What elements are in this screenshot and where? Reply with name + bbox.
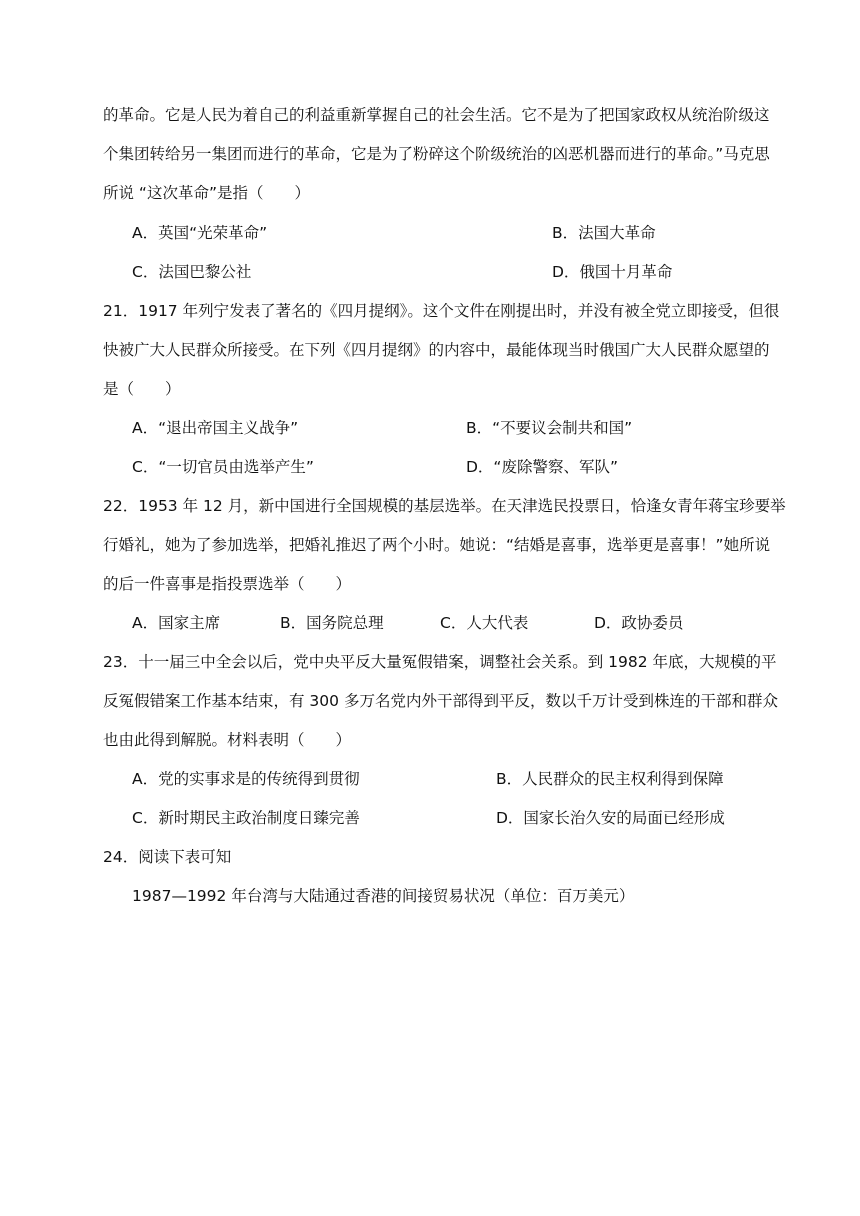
q23-line-3: 也由此得到解脱。材料表明（ ） (103, 731, 352, 749)
q20-option-b[interactable]: B．法国大革命 (552, 224, 656, 242)
q23-line-1: 23．十一届三中全会以后，党中央平反大量冤假错案，调整社会关系。到 1982 年底，大规模的平 (103, 653, 777, 671)
q20-option-c[interactable]: C．法国巴黎公社 (132, 263, 252, 281)
q24-table-caption: 1987—1992 年台湾与大陆通过香港的间接贸易状况（单位：百万美元） (132, 887, 635, 905)
q23-option-b[interactable]: B．人民群众的民主权利得到保障 (496, 770, 724, 788)
q24-stem: 24．阅读下表可知 (103, 848, 232, 866)
q20-line-2: 个集团转给另一集团而进行的革命，它是为了粉碎这个阶级统治的凶恶机器而进行的革命。”马克思 (103, 145, 770, 163)
q21-option-d[interactable]: D．“废除警察、军队” (466, 458, 618, 476)
q22-option-d[interactable]: D．政协委员 (594, 614, 684, 632)
q21-line-2: 快被广大人民群众所接受。在下列《四月提纲》的内容中，最能体现当时俄国广大人民群众愿望的 (103, 341, 770, 359)
q23-option-d[interactable]: D．国家长治久安的局面已经形成 (496, 809, 725, 827)
q21-option-b[interactable]: B．“不要议会制共和国” (466, 419, 633, 437)
q20-option-d[interactable]: D．俄国十月革命 (552, 263, 673, 281)
q22-option-a[interactable]: A．国家主席 (132, 614, 221, 632)
q20-line-3: 所说 “这次革命”是指（ ） (103, 184, 310, 202)
q20-line-1: 的革命。它是人民为着自己的利益重新掌握自己的社会生活。它不是为了把国家政权从统治阶级这 (103, 106, 770, 124)
q22-line-3: 的后一件喜事是指投票选举（ ） (103, 575, 352, 593)
q21-option-a[interactable]: A．“退出帝国主义战争” (132, 419, 299, 437)
q21-line-3: 是（ ） (103, 380, 181, 398)
q23-option-a[interactable]: A．党的实事求是的传统得到贯彻 (132, 770, 360, 788)
q22-line-1: 22．1953 年 12 月，新中国进行全国规模的基层选举。在天津选民投票日，恰逢女青年蒋宝珍要举 (103, 497, 786, 515)
q22-option-c[interactable]: C．人大代表 (440, 614, 529, 632)
q21-line-1: 21．1917 年列宁发表了著名的《四月提纲》。这个文件在刚提出时，并没有被全党立即接受，但很 (103, 302, 780, 320)
q22-line-2: 行婚礼，她为了参加选举，把婚礼推迟了两个小时。她说：“结婚是喜事，选举更是喜事！”她所说 (103, 536, 771, 554)
q23-line-2: 反冤假错案工作基本结束，有 300 多万名党内外干部得到平反，数以千万计受到株连的干部和群众 (103, 692, 778, 710)
q22-option-b[interactable]: B．国务院总理 (280, 614, 384, 632)
q21-option-c[interactable]: C．“一切官员由选举产生” (132, 458, 314, 476)
q23-option-c[interactable]: C．新时期民主政治制度日臻完善 (132, 809, 360, 827)
q20-option-a[interactable]: A．英国“光荣革命” (132, 224, 268, 242)
